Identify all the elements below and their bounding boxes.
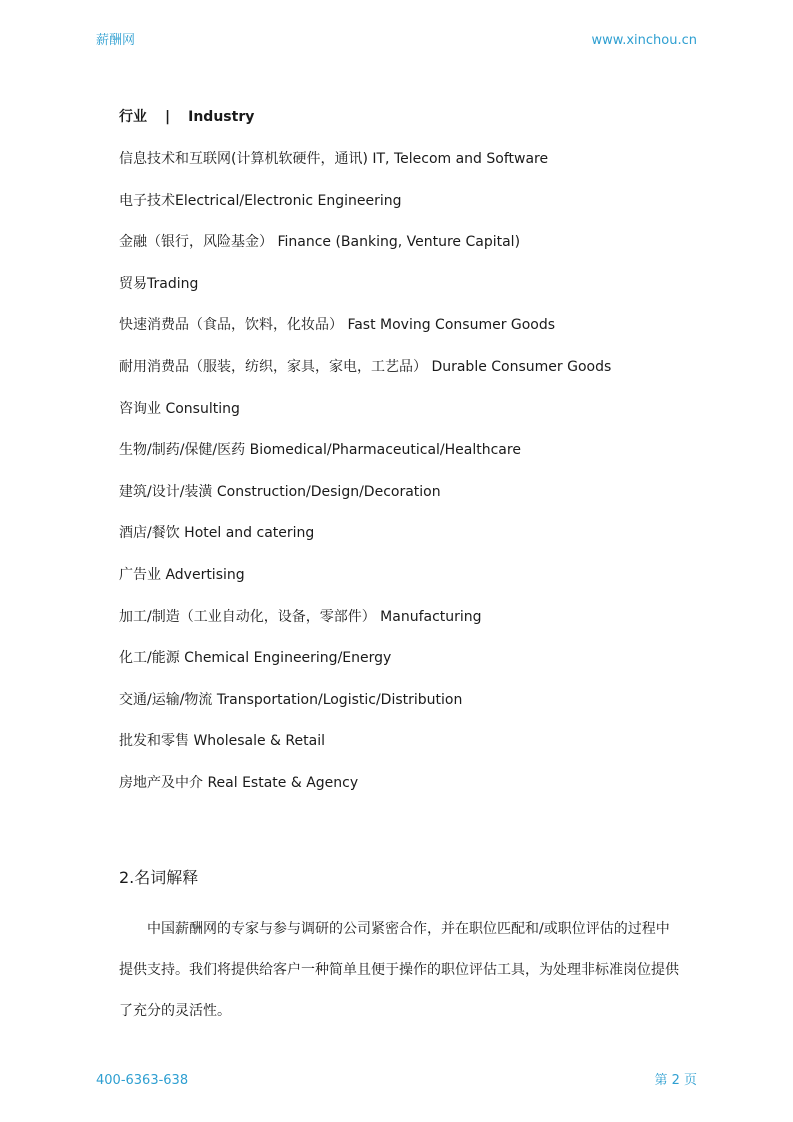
- section-title-cn: 行业: [119, 109, 147, 125]
- industry-item: 广告业 Advertising: [119, 566, 245, 583]
- industry-item: 加工/制造（工业自动化，设备，零部件） Manufacturing: [119, 608, 482, 625]
- industry-item: 快速消费品（食品，饮料，化妆品） Fast Moving Consumer Goods: [119, 317, 556, 334]
- section-title: [119, 107, 254, 127]
- industry-item: 批发和零售 Wholesale & Retail: [119, 733, 325, 750]
- glossary-paragraph: [119, 919, 679, 1042]
- industry-item: 生物/制药/保健/医药 Biomedical/Pharmaceutical/Healthcare: [119, 442, 521, 459]
- industry-item: 建筑/设计/装潢 Construction/Design/Decoration: [119, 483, 441, 500]
- industry-item: 咨询业 Consulting: [119, 400, 240, 417]
- paragraph-line: 了充分的灵活性。: [119, 1003, 231, 1019]
- paragraph-line: 中国薪酬网的专家与参与调研的公司紧密合作，并在职位匹配和/或职位评估的过程中: [147, 921, 670, 937]
- paragraph-line: 提供支持。我们将提供给客户一种简单且便于操作的职位评估工具，为处理非标准岗位提供: [119, 962, 679, 978]
- header-site-url[interactable]: www.xinchou.cn: [591, 33, 697, 48]
- industry-item: 信息技术和互联网(计算机软硬件，通讯) IT, Telecom and Software: [119, 151, 549, 167]
- industry-item: 交通/运输/物流 Transportation/Logistic/Distribution: [119, 691, 463, 708]
- industry-item: 金融（银行，风险基金） Finance (Banking, Venture Capital): [119, 234, 521, 251]
- industry-item: 耐用消费品（服装，纺织，家具，家电，工艺品） Durable Consumer Goods: [119, 358, 612, 375]
- section-title-separator: |: [165, 109, 171, 125]
- industry-item: 贸易Trading: [119, 275, 199, 292]
- footer-phone: 400-6363-638: [96, 1073, 189, 1088]
- industry-list: [119, 149, 611, 815]
- footer-page-number: 第 2 页: [654, 1073, 697, 1088]
- header-site-name: 薪酬网: [96, 33, 136, 48]
- glossary-heading: 2.名词解释: [119, 868, 199, 887]
- industry-item: 电子技术Electrical/Electronic Engineering: [119, 192, 402, 209]
- industry-item: 酒店/餐饮 Hotel and catering: [119, 525, 315, 542]
- industry-item: 房地产及中介 Real Estate & Agency: [119, 774, 359, 791]
- section-title-en: Industry: [188, 109, 255, 125]
- industry-item: 化工/能源 Chemical Engineering/Energy: [119, 650, 392, 667]
